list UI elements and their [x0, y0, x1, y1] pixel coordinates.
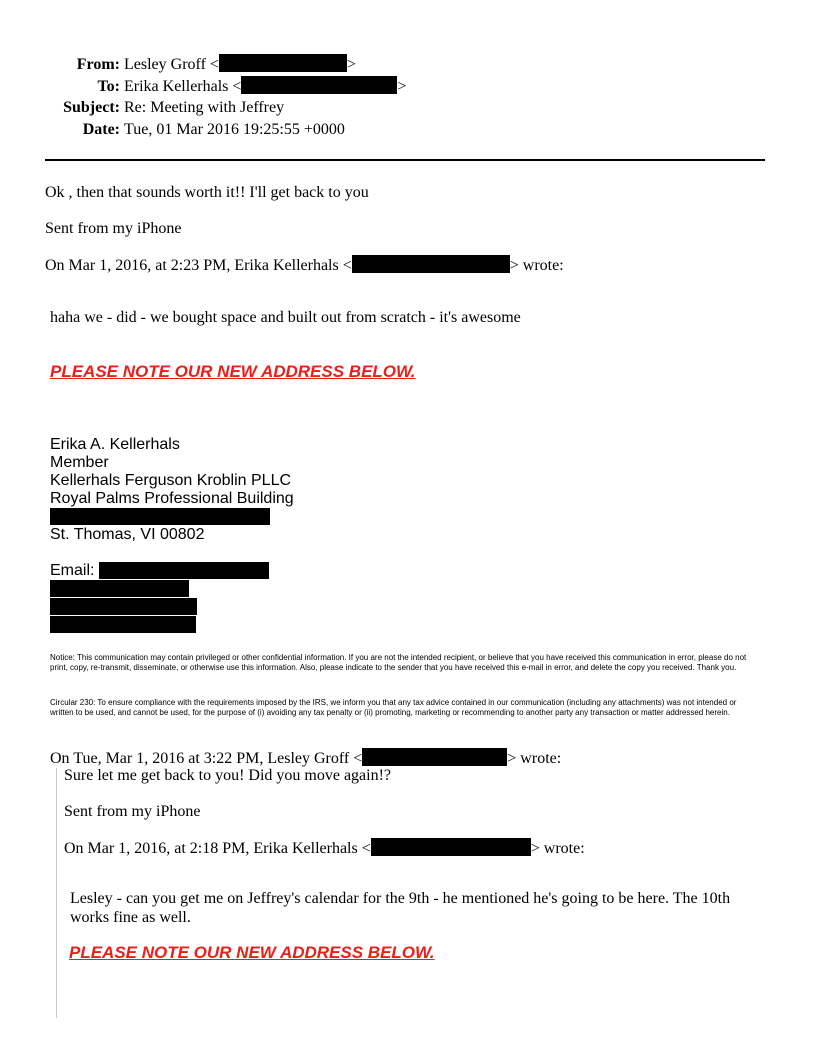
subject-label: Subject: — [63, 99, 120, 116]
address-note-2: PLEASE NOTE OUR NEW ADDRESS BELOW. — [69, 943, 435, 962]
redaction — [50, 598, 197, 615]
sig-building: Royal Palms Professional Building — [50, 490, 294, 507]
sig-email-label: Email: — [50, 562, 95, 579]
sig-email — [50, 562, 94, 580]
to-name: Erika Kellerhals < — [124, 78, 242, 95]
reply-text: Ok , then that sounds worth it!! I'll get back to you — [45, 184, 369, 201]
from-label: From: — [76, 56, 120, 73]
redaction — [362, 748, 507, 766]
quote2-sent: Sent from my iPhone — [64, 803, 201, 820]
redaction — [50, 580, 189, 597]
address-note: PLEASE NOTE OUR NEW ADDRESS BELOW. — [50, 362, 416, 381]
from-line: From: Lesley Groff < > — [0, 54, 356, 74]
subject-text: Re: Meeting with Jeffrey — [124, 99, 285, 116]
circular-230-notice: Circular 230: To ensure compliance with the requirements imposed by the IRS, we inform you that any tax advice contained in our communication (including any attachments) was not intended or written to be used, and cannot be used, for the purpose of (i) avoiding any tax penalty or (ii) promoting, marketing or recommending to another party any transaction or matter addressed herein. — [50, 698, 737, 717]
quote3-text: Lesley - can you get me on Jeffrey's calendar for the 9th - he mentioned he's going to be here. The 10th works fine as well. — [70, 890, 731, 926]
date-line — [0, 120, 345, 139]
quote-bar — [56, 768, 57, 1018]
to-label: To: — [97, 78, 120, 95]
redaction — [371, 838, 531, 856]
sig-city: St. Thomas, VI 00802 — [50, 526, 205, 543]
redaction — [99, 562, 269, 579]
sig-title: Member — [50, 454, 109, 471]
redaction — [50, 616, 196, 633]
quote1-text: haha we - did - we bought space and built out from scratch - it's awesome — [50, 309, 521, 326]
redaction — [50, 508, 270, 525]
sig-firm: Kellerhals Ferguson Kroblin PLLC — [50, 472, 292, 489]
to-line: To: Erika Kellerhals < > — [0, 76, 406, 96]
sent-from: Sent from my iPhone — [45, 220, 182, 237]
confidentiality-notice: Notice: This communication may contain privileged or other confidential information. If you are not the intended recipient, or believe that you have received this communication in error, please do not print, copy, re-transmit, disseminate, or otherwise use this information. Also, please indicate to the sender that you have received this e-mail in error, and delete the copy you received. Thank you. — [50, 653, 747, 672]
subject-line — [0, 98, 284, 117]
date-label: Date: — [82, 121, 120, 138]
quote2-intro: On Tue, Mar 1, 2016 at 3:22 PM, Lesley Groff < > wrote: — [50, 750, 562, 767]
redaction — [219, 54, 347, 72]
from-name: Lesley Groff < — [124, 56, 219, 73]
header-divider — [45, 159, 765, 161]
date-text: Tue, 01 Mar 2016 19:25:55 +0000 — [124, 121, 345, 138]
sig-name: Erika A. Kellerhals — [50, 436, 180, 453]
quote3-intro: On Mar 1, 2016, at 2:18 PM, Erika Kellerhals < > wrote: — [64, 840, 585, 857]
quote2-text: Sure let me get back to you! Did you move again!? — [64, 767, 392, 784]
redaction — [241, 76, 397, 94]
quote1-intro: On Mar 1, 2016, at 2:23 PM, Erika Kellerhals < > wrote: — [45, 257, 564, 274]
redaction — [352, 255, 510, 273]
